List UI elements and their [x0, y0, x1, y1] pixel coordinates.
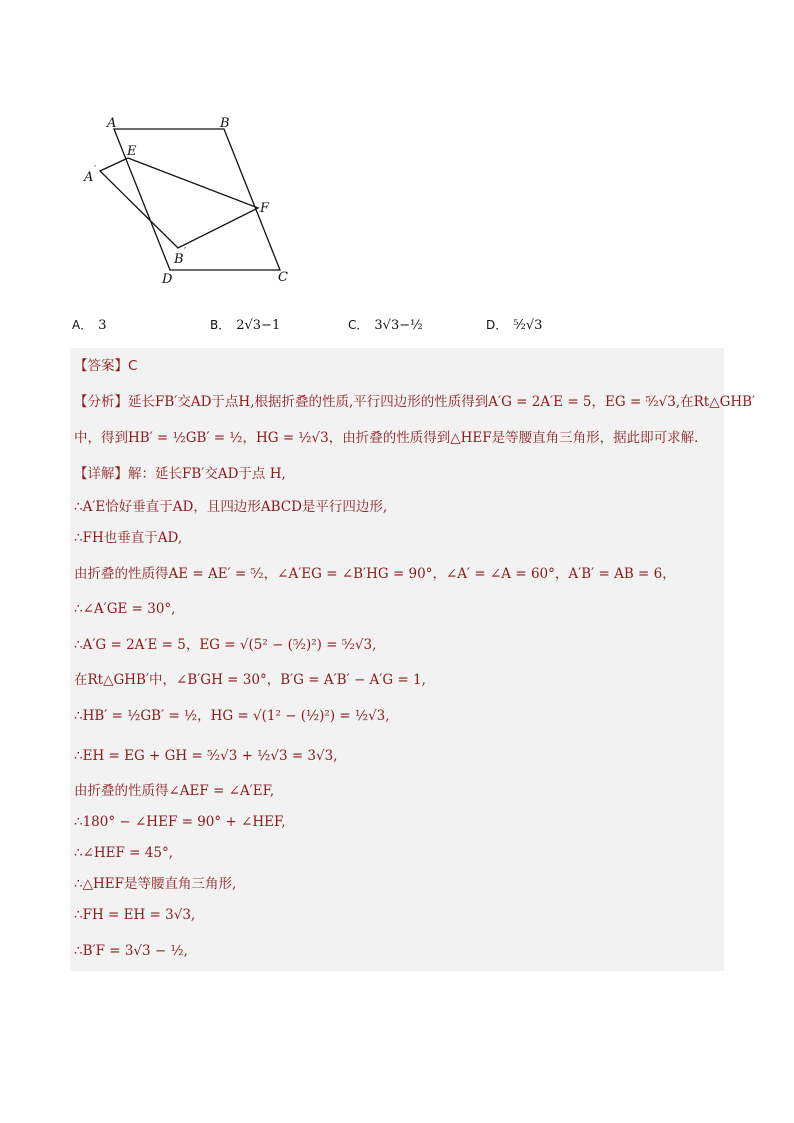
- detail-step: ∴∠HEF = 45°,: [74, 845, 174, 861]
- label-f: F: [260, 201, 270, 216]
- detail-line-1: [70, 492, 724, 523]
- detail-line-2: [70, 523, 724, 554]
- detail-line-5: [70, 625, 724, 665]
- detail-step: ∴A′E恰好垂直于AD，且四边形ABCD是平行四边形,: [74, 499, 388, 515]
- label-a-prime-mark: ′: [94, 165, 97, 175]
- detail-line-9: [70, 776, 724, 807]
- detail-step: ∴∠A′GE = 30°,: [74, 601, 176, 617]
- answer-options: [72, 316, 722, 342]
- geometry-figure: [74, 108, 314, 298]
- solution-panel: [70, 348, 756, 971]
- option-d[interactable]: [486, 316, 542, 333]
- option-label: B．: [210, 318, 231, 332]
- option-b[interactable]: [210, 316, 280, 333]
- detail-line-6: [70, 665, 724, 696]
- detail-line-3: [70, 554, 724, 594]
- label-b: B: [220, 116, 230, 131]
- detail-step: 由折叠的性质得AE = AE′ = ⁵⁄₂，∠A′EG = ∠B′HG = 90°，∠A′ = ∠A = 60°，A′B′ = AB = 6，: [74, 566, 676, 582]
- analysis-text-2: 中，得到HB′ = ½GB′ = ½，HG = ½√3，由折叠的性质得到△HEF是等腰直角三角形，据此即可求解．: [74, 430, 708, 446]
- detail-step: ∴A′G = 2A′E = 5，EG = √(5² − (⁵⁄₂)²) = ⁵⁄₂√3,: [74, 637, 377, 653]
- label-a-prime: A: [84, 170, 94, 185]
- detail-step: 在Rt△GHB′中，∠B′GH = 30°，B′G = A′B′ − A′G = 1,: [74, 672, 426, 688]
- detail-line-8: [70, 736, 724, 776]
- option-value: 3√3−½: [374, 318, 423, 333]
- detail-step: ∴FH也垂直于AD,: [74, 530, 183, 546]
- detail-step: ∴FH = EH = 3√3,: [74, 907, 196, 923]
- detail-line-0: [70, 456, 724, 492]
- parallelogram-abcd: [114, 129, 280, 270]
- detail-line-12: [70, 869, 724, 900]
- option-value: 2√3−1: [236, 318, 281, 333]
- detail-step: ∴180° − ∠HEF = 90° + ∠HEF,: [74, 814, 286, 830]
- option-label: A．: [72, 318, 93, 332]
- analysis-text-1: 延长FB′交AD于点H,根据折叠的性质,平行四边形的性质得到A′G = 2A′E = 5，EG = ⁵⁄₂√3,在Rt△GHB′: [128, 394, 756, 410]
- label-d: D: [162, 272, 173, 287]
- detail-line-11: [70, 838, 724, 869]
- detail-line-10: [70, 807, 724, 838]
- option-label: C．: [348, 318, 369, 332]
- answer-value: C: [128, 358, 138, 374]
- folded-shape: [100, 158, 258, 248]
- option-value: ⁵⁄₂√3: [513, 318, 543, 333]
- analysis-tag: 【分析】: [74, 394, 128, 410]
- detail-line-7: [70, 696, 724, 736]
- label-b-prime-mark: ′: [184, 247, 187, 257]
- detail-step: ∴EH = EG + GH = ⁵⁄₂√3 + ½√3 = 3√3,: [74, 748, 338, 764]
- label-a: A: [107, 116, 117, 131]
- option-label: D．: [486, 318, 508, 332]
- option-value: 3: [98, 318, 107, 333]
- detail-step: ∴△HEF是等腰直角三角形,: [74, 876, 237, 892]
- detail-step: ∴HB′ = ½GB′ = ½，HG = √(1² − (½)²) = ½√3,: [74, 708, 390, 724]
- answer-tag: 【答案】: [74, 358, 128, 374]
- analysis-line-2: [70, 420, 724, 456]
- label-b-prime: B: [174, 252, 184, 267]
- detail-line-4: [70, 594, 724, 625]
- label-c: C: [278, 270, 288, 285]
- detail-step: 由折叠的性质得∠AEF = ∠A′EF,: [74, 783, 275, 799]
- option-c[interactable]: [348, 316, 423, 333]
- detail-line-14: [70, 931, 724, 971]
- detail-line-13: [70, 900, 724, 931]
- label-e: E: [127, 144, 137, 159]
- detail-tag: 【详解】: [74, 466, 128, 482]
- analysis-line-1: [70, 384, 756, 420]
- detail-step: ∴B′F = 3√3 − ½,: [74, 943, 188, 959]
- option-a[interactable]: [72, 316, 107, 333]
- answer-line: [70, 348, 724, 384]
- detail-step: 解：延长FB′交AD于点 H,: [128, 466, 286, 482]
